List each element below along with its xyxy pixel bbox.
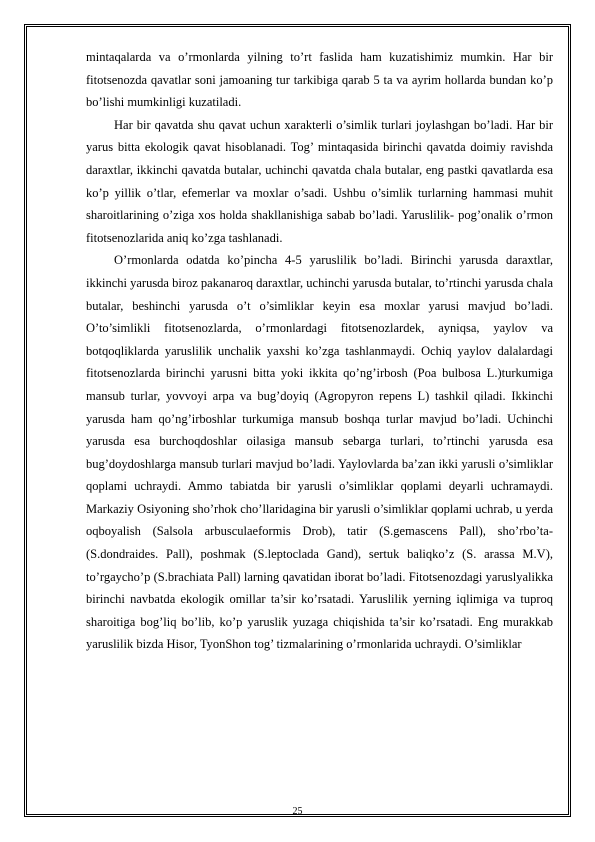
paragraph-3: O’rmonlarda odatda ko’pincha 4-5 yaruslilik bo’ladi. Birinchi yarusda daraxtlar, ikkinchi yarusda biroz pakanaroq daraxtlar, uchinchi yarusda butalar, to’rtinchi yarusda chala butalar, beshinchi yarusda o’t o’simliklar keyin esa moxlar yarusi mavjud bo’ladi. O’to’simlikli fitotsenozlarda, o’rmonlardagi fitotsenozlardek, ayniqsa, yaylov va botqoqliklarda yaruslilik unchalik yaxshi ko’zga tashlanmaydi. Ochiq yaylov dalalardagi fitotsenozlarda birinchi yarusni bitta yoki ikkita qo’ng’irbosh (Poa bulbosa L.)turkumiga mansub turlar, yovvoyi arpa va bug’doyiq (Agropyron repens L) tashkil qiladi. Ikkinchi yarusda ham qo’ng’irboshlar turkumiga mansub boshqa turlar mavjud bo’ladi. Uchinchi yarusda esa burchoqdoshlar oilasiga mansub sebarga turlari, to’rtinchi yarusda esa bug’doydoshlarga mansub turlari mavjud bo’ladi. Yaylovlarda ba’zan ikki yarusli o’simliklar qoplami uchraydi. Ammo tabiatda bir yarusli o’simliklar qoplami deyarli uchramaydi. Markaziy Osiyoning sho’rhok cho’llaridagina bir yarusli o’simliklar qoplami uchrab, u yerda oqboyalish (Salsola arbusculaeformis Drob), tatir (S.gemascens Pall), sho’rbo’ta- (S.dondraides. Pall), poshmak (S.leptoclada Gand), sertuk baliqko’z (S. arassa M.V), to’rgaycho’p (S.brachiata Pall) larning qavatidan iborat bo’ladi. Fitotsenozdagi yaruslyalikka birinchi navbatda ekologik omillar ta’sir ko’rsatadi. Yaruslilik yerning iqlimiga va tuproq sharoitiga bog’liq bo’lib, ko’p yaruslik yuzaga chiqishida ta’sir ko’rsatadi. Eng murakkab yaruslilik bizda Hisor, TyonShon tog’ tizmalarining o’rmonlarida uchraydi. O’simliklar [86,253,553,652]
paragraph-2: Har bir qavatda shu qavat uchun xarakterli o’simlik turlari joylashgan bo’ladi. Har bir yarus bitta ekologik qavat hisoblanadi. Tog’ mintaqasida birinchi qavatda doimiy ravishda daraxtlar, ikkinchi qavatda butalar, uchinchi qavatda chala butalar, eng pastki qavatlarda esa ko’p yillik o’tlar, efemerlar va moxlar o’sadi. Ushbu o’simlik turlarning hammasi muhit sharoitlarining o’ziga xos holda shakllanishiga sabab bo’ladi. Yaruslilik- pog’onalik o’rmon fitotsenozlarida aniq ko’zga tashlanadi. [86,117,553,245]
paragraph-1: mintaqalarda va o’rmonlarda yilning to’rt faslida ham kuzatishimiz mumkin. Har bir fitotsenozda qavatlar soni jamoaning tur tarkibiga qarab 5 ta va ayrim hollarda bundan ko’p bo’lishi mumkinligi kuzatiladi. [86,50,553,110]
page-number: 25 [292,806,303,817]
document-body [86,46,553,656]
